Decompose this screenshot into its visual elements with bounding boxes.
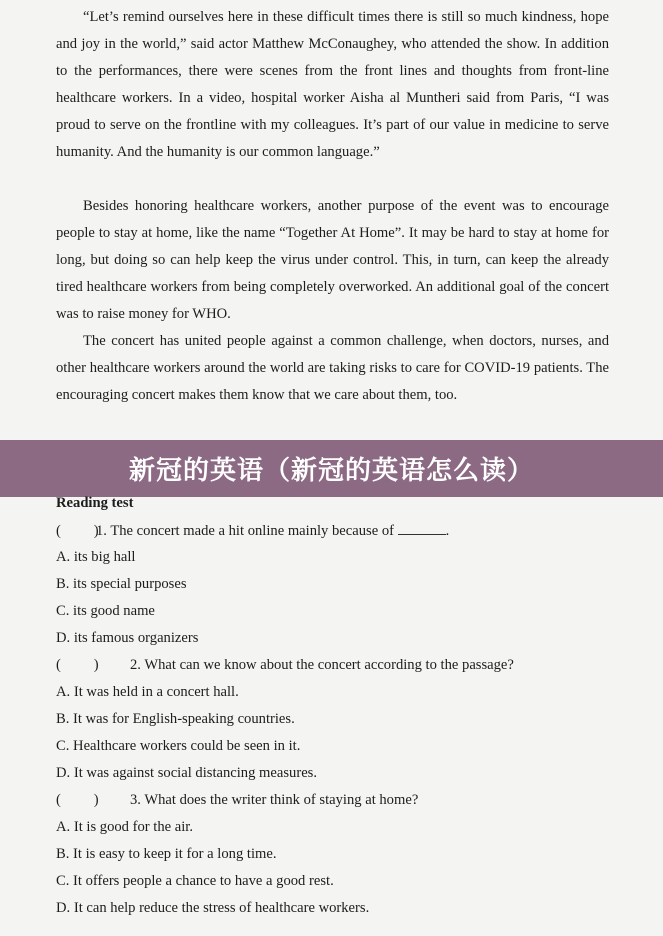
option: A. It is good for the air.: [56, 819, 193, 835]
option: A. It was held in a concert hall.: [56, 684, 239, 700]
answer-paren: ( ): [56, 523, 99, 539]
option: D. It can help reduce the stress of healthcare workers.: [56, 900, 370, 916]
question-1: [56, 522, 449, 540]
option: B. its special purposes: [56, 576, 187, 592]
option: B. It is easy to keep it for a long time.: [56, 846, 277, 862]
question-2: [56, 657, 514, 674]
question-stem: 3. What does the writer think of staying at home?: [130, 792, 419, 808]
question-tail: .: [445, 523, 450, 539]
option: B. It was for English-speaking countries.: [56, 711, 295, 727]
option: C. its good name: [56, 603, 155, 619]
passage-paragraph-1: “Let’s remind ourselves here in these difficult times there is still so much kindness, hope and joy in the world,” said actor Matthew McConaughey, who attended the show. In addition to the performances, there were scenes from the front lines and thoughts from front-line healthcare workers. In a video, hospital worker Aisha al Muntheri said from Paris, “I was proud to serve on the frontline with my colleagues. It’s part of our value in medicine to serve humanity. And the humanity is our common language.”: [56, 9, 609, 161]
title-banner: [0, 440, 663, 497]
option: A. its big hall: [56, 549, 136, 565]
question-3: [56, 792, 418, 809]
option: C. Healthcare workers could be seen in it.: [56, 738, 301, 754]
question-stem: 1. The concert made a hit online mainly because of: [96, 523, 394, 539]
passage-paragraph-3: The concert has united people against a common challenge, when doctors, nurses, and other healthcare workers around the world are taking risks to care for COVID-19 patients. The encouraging concert makes them know that we care about them, too.: [56, 333, 609, 404]
option: C. It offers people a chance to have a good rest.: [56, 873, 334, 889]
answer-paren: ( ): [56, 792, 99, 808]
banner-title: 新冠的英语（新冠的英语怎么读）: [128, 456, 534, 486]
answer-paren: ( ): [56, 657, 99, 673]
question-stem: 2. What can we know about the concert according to the passage?: [130, 657, 514, 673]
quiz-heading: Reading test: [56, 495, 134, 511]
passage-paragraph-2: Besides honoring healthcare workers, another purpose of the event was to encourage people to stay at home, like the name “Together At Home”. It may be hard to stay at home for long, but doing so can help keep the virus under control. This, in turn, can keep the already tired healthcare workers from being completely overworked. An additional goal of the concert was to raise money for WHO.: [56, 198, 609, 323]
answer-blank: [398, 522, 446, 535]
option: D. It was against social distancing measures.: [56, 765, 317, 781]
option: D. its famous organizers: [56, 630, 199, 646]
